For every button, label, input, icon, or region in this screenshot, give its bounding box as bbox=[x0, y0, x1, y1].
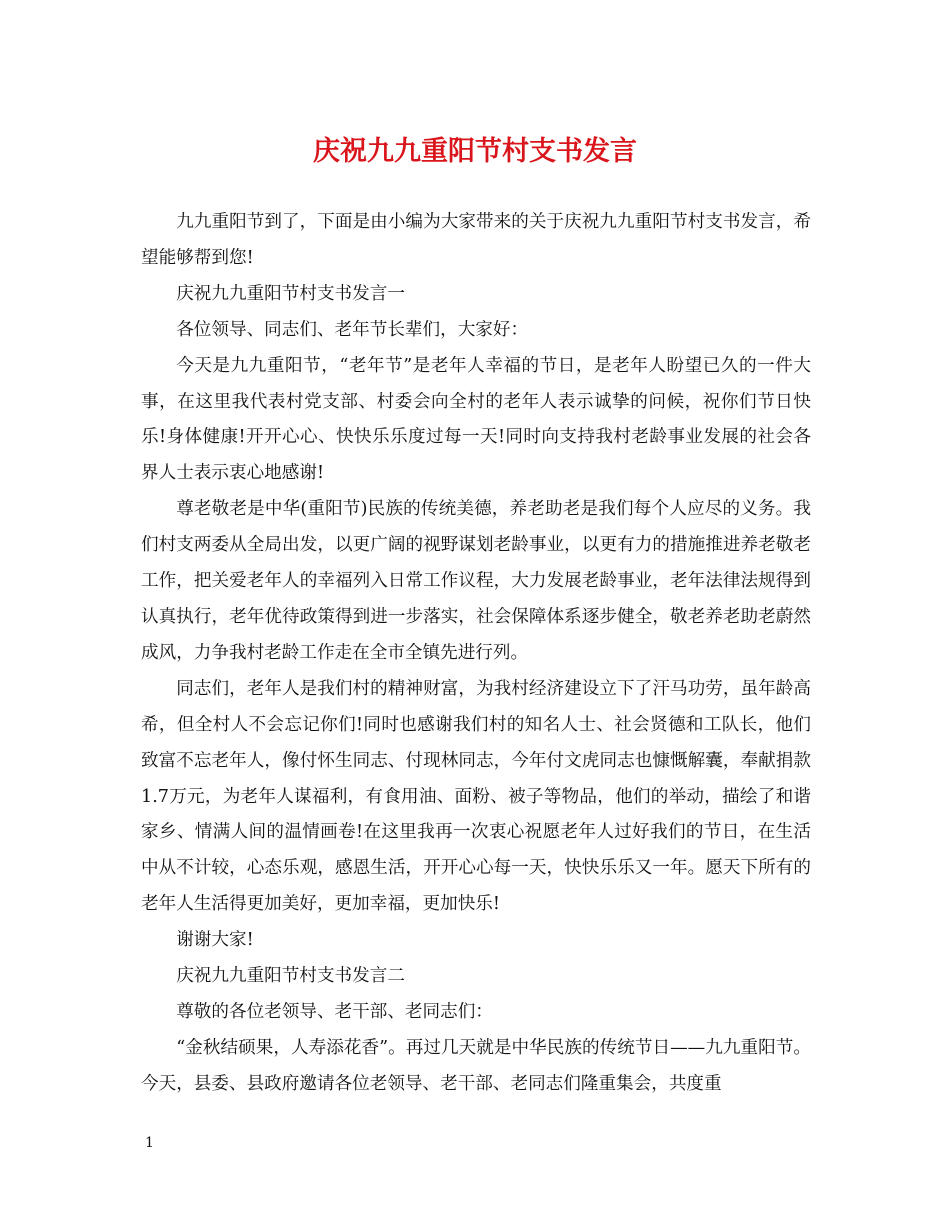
page-number: 1 bbox=[145, 1135, 154, 1151]
paragraph: “金秋结硕果，人寿添花香”。再过几天就是中华民族的传统节日——九九重阳节。今天，县委、县政府邀请各位老领导、老干部、老同志们隆重集会，共度重 bbox=[141, 1037, 811, 1094]
paragraph: 各位领导、同志们、老年节长辈们，大家好： bbox=[176, 319, 529, 340]
paragraph: 九九重阳节到了，下面是由小编为大家带来的关于庆祝九九重阳节村支书发言，希望能够帮到您! bbox=[141, 212, 811, 268]
paragraph: 同志们，老年人是我们村的精神财富，为我村经济建设立下了汗马功劳，虽年龄高希，但全村人不会忘记你们!同时也感谢我们村的知名人士、社会贤德和工队长，他们致富不忘老年人，像付怀生同志、付现林同志，今年付文虎同志也慷慨解囊，奉献捐款1.7万元，为老年人谋福利，有食用油、面粉、被子等物品，他们的举动，描绘了和谐家乡、情满人间的温情画卷!在这里我再一次衷心祝愿老年人过好我们的节日，在生活中从不计较，心态乐观，感恩生活，开开心心每一天，快快乐乐又一年。愿天下所有的老年人生活得更加美好，更加幸福，更加快乐! bbox=[141, 678, 811, 915]
document-body bbox=[141, 205, 811, 1103]
paragraph: 庆祝九九重阳节村支书发言二 bbox=[176, 966, 405, 987]
paragraph: 尊敬的各位老领导、老干部、老同志们： bbox=[176, 1001, 493, 1022]
paragraph: 谢谢大家! bbox=[176, 930, 254, 951]
paragraph: 庆祝九九重阳节村支书发言一 bbox=[176, 283, 405, 304]
document-title: 庆祝九九重阳节村支书发言 bbox=[313, 136, 637, 167]
paragraph: 今天是九九重阳节，“老年节”是老年人幸福的节日，是老年人盼望已久的一件大事，在这里我代表村党支部、村委会向全村的老年人表示诚挚的问候，祝你们节日快乐!身体健康!开开心心、快快乐乐度过每一天!同时向支持我村老龄事业发展的社会各界人士表示衷心地感谢! bbox=[141, 355, 811, 484]
paragraph: 尊老敬老是中华(重阳节)民族的传统美德，养老助老是我们每个人应尽的义务。我们村支两委从全局出发，以更广阔的视野谋划老龄事业，以更有力的措施推进养老敬老工作，把关爱老年人的幸福列入日常工作议程，大力发展老龄事业，老年法律法规得到认真执行，老年优待政策得到进一步落实，社会保障体系逐步健全，敬老养老助老蔚然成风，力争我村老龄工作走在全市全镇先进行列。 bbox=[141, 499, 811, 663]
